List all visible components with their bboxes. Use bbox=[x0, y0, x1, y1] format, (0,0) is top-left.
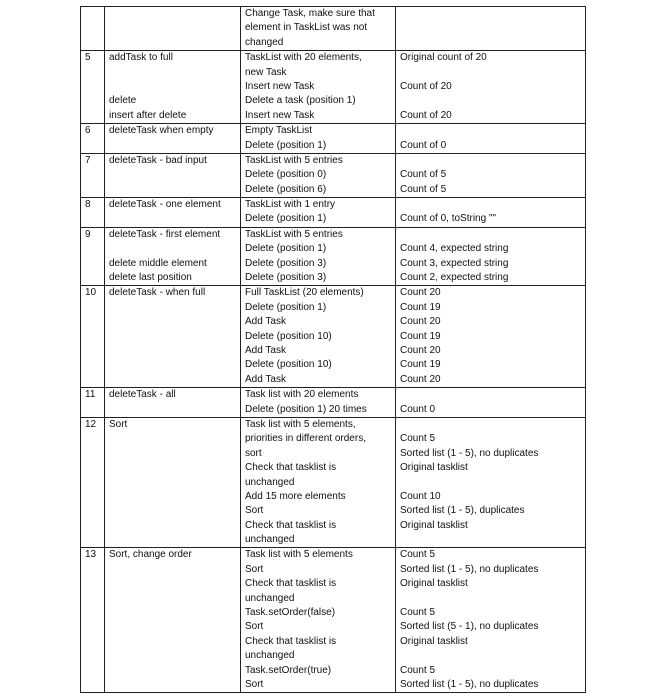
test-number: 13 bbox=[85, 549, 97, 561]
expected-result-line: Count 19 bbox=[400, 359, 441, 371]
test-name-line bbox=[109, 168, 236, 182]
test-number-cell bbox=[81, 198, 105, 228]
test-name-cell bbox=[105, 51, 241, 124]
test-step-line: Delete (position 1) bbox=[245, 243, 327, 255]
test-name-line bbox=[109, 592, 236, 606]
test-name-line bbox=[109, 80, 236, 94]
test-name-line bbox=[109, 344, 236, 358]
test-name-line bbox=[109, 66, 236, 80]
expected-result-line: Original tasklist bbox=[400, 578, 468, 590]
test-step-line: unchanged bbox=[245, 592, 295, 604]
expected-result-line bbox=[400, 36, 581, 50]
test-name-line bbox=[109, 301, 236, 315]
test-name-line bbox=[109, 403, 236, 417]
expected-result-line: Count of 0, toString "" bbox=[400, 213, 497, 225]
test-step-line: Add Task bbox=[245, 316, 286, 328]
test-name-line: deleteTask - all bbox=[109, 389, 176, 401]
test-number-cell bbox=[81, 286, 105, 388]
test-name-line bbox=[109, 664, 236, 678]
test-name-line: deleteTask - bad input bbox=[109, 154, 207, 166]
test-step-line: Check that tasklist is bbox=[245, 462, 337, 474]
test-name-line bbox=[109, 139, 236, 153]
test-name-cell bbox=[105, 124, 241, 154]
test-name-line bbox=[109, 678, 236, 692]
table-row bbox=[81, 227, 586, 286]
test-name-line: deleteTask - first element bbox=[109, 228, 221, 240]
test-name-line bbox=[109, 183, 236, 197]
expected-result-cell bbox=[396, 7, 586, 51]
expected-result-cell bbox=[396, 548, 586, 693]
expected-result-line: Count 10 bbox=[400, 490, 441, 502]
expected-result-line bbox=[400, 476, 581, 490]
test-name-line bbox=[109, 519, 236, 533]
test-number bbox=[85, 7, 100, 21]
test-step-line: Change Task, make sure that bbox=[245, 8, 375, 19]
test-case-table bbox=[80, 6, 586, 693]
expected-result-line: Sorted list (1 - 5), no duplicates bbox=[400, 447, 539, 459]
test-step-line: TaskList with 1 entry bbox=[245, 199, 336, 211]
expected-result-line: Count of 20 bbox=[400, 80, 452, 92]
test-step-line: Delete (position 1) bbox=[245, 139, 327, 151]
expected-result-line: Original tasklist bbox=[400, 519, 468, 531]
table-row bbox=[81, 548, 586, 693]
expected-result-line: Count 4, expected string bbox=[400, 243, 509, 255]
test-number: 8 bbox=[85, 199, 91, 211]
test-step-line: Task.setOrder(false) bbox=[245, 607, 336, 619]
test-step-line: Task.setOrder(true) bbox=[245, 664, 332, 676]
test-name-line bbox=[109, 620, 236, 634]
expected-result-cell bbox=[396, 153, 586, 197]
test-step-cell bbox=[241, 153, 396, 197]
expected-result-line: Count 20 bbox=[400, 344, 441, 356]
test-name-line: deleteTask when empty bbox=[109, 125, 214, 137]
test-step-line: Sort bbox=[245, 563, 264, 575]
test-step-line: Sort bbox=[245, 621, 264, 633]
test-name-line: Sort bbox=[109, 418, 128, 430]
expected-result-line bbox=[400, 66, 581, 80]
test-step-line: Add Task bbox=[245, 373, 286, 385]
test-name-line bbox=[109, 432, 236, 446]
test-name-line bbox=[109, 577, 236, 591]
test-name-line: insert after delete bbox=[109, 109, 187, 121]
test-name-line: Sort, change order bbox=[109, 549, 192, 561]
test-step-line: Delete (position 1) bbox=[245, 301, 327, 313]
expected-result-line bbox=[400, 124, 581, 138]
expected-result-line: Count of 0 bbox=[400, 139, 447, 151]
expected-result-cell bbox=[396, 388, 586, 418]
test-step-cell bbox=[241, 198, 396, 228]
table-row bbox=[81, 153, 586, 197]
test-name-line: delete bbox=[109, 95, 137, 107]
table-row bbox=[81, 124, 586, 154]
test-step-line: Empty TaskList bbox=[245, 125, 313, 137]
test-name-line bbox=[109, 504, 236, 518]
test-step-cell bbox=[241, 227, 396, 286]
expected-result-line bbox=[400, 388, 581, 402]
test-step-line: unchanged bbox=[245, 534, 295, 546]
test-step-cell bbox=[241, 417, 396, 548]
test-step-line: Check that tasklist is bbox=[245, 578, 337, 590]
test-number-cell bbox=[81, 51, 105, 124]
test-name-line bbox=[109, 358, 236, 372]
test-name-cell bbox=[105, 388, 241, 418]
expected-result-line: Count 20 bbox=[400, 287, 441, 299]
test-name-line: delete last position bbox=[109, 272, 192, 284]
expected-result-line: Sorted list (1 - 5), duplicates bbox=[400, 505, 525, 517]
expected-result-line: Count 2, expected string bbox=[400, 272, 509, 284]
expected-result-line: Count 19 bbox=[400, 330, 441, 342]
test-name-line bbox=[109, 606, 236, 620]
test-step-line: unchanged bbox=[245, 476, 295, 488]
test-step-line: Delete (position 3) bbox=[245, 272, 327, 284]
test-name-line bbox=[109, 373, 236, 387]
test-name-line: delete middle element bbox=[109, 257, 207, 269]
expected-result-line: Count of 20 bbox=[400, 109, 452, 121]
expected-result-line bbox=[400, 21, 581, 35]
expected-result-line: Count of 5 bbox=[400, 169, 447, 181]
test-step-line: Check that tasklist is bbox=[245, 635, 337, 647]
expected-result-cell bbox=[396, 417, 586, 548]
expected-result-line: Original count of 20 bbox=[400, 52, 487, 64]
test-number-cell bbox=[81, 7, 105, 51]
expected-result-line: Count 19 bbox=[400, 301, 441, 313]
expected-result-line: Count 5 bbox=[400, 549, 436, 561]
test-number: 11 bbox=[85, 389, 96, 401]
test-name-line: deleteTask - when full bbox=[109, 287, 206, 299]
test-step-line: Task list with 5 elements, bbox=[245, 418, 356, 430]
test-name-line bbox=[109, 315, 236, 329]
test-name-line bbox=[109, 21, 236, 35]
test-step-line: Task list with 20 elements bbox=[245, 389, 359, 401]
expected-result-line bbox=[400, 418, 581, 432]
test-step-line: Add 15 more elements bbox=[245, 490, 346, 502]
expected-result-line bbox=[400, 198, 581, 212]
test-step-cell bbox=[241, 51, 396, 124]
test-name-line bbox=[109, 447, 236, 461]
test-name-cell bbox=[105, 198, 241, 228]
test-number-cell bbox=[81, 153, 105, 197]
test-step-line: Delete (position 10) bbox=[245, 330, 332, 342]
expected-result-cell bbox=[396, 198, 586, 228]
test-number-cell bbox=[81, 388, 105, 418]
expected-result-line bbox=[400, 533, 581, 547]
expected-result-line bbox=[400, 228, 581, 242]
test-step-line: Delete (position 6) bbox=[245, 183, 327, 195]
test-name-line bbox=[109, 476, 236, 490]
test-name-cell bbox=[105, 286, 241, 388]
test-step-line: Delete (position 10) bbox=[245, 359, 332, 371]
test-step-line: Sort bbox=[245, 505, 264, 517]
test-step-line: TaskList with 5 entries bbox=[245, 228, 343, 240]
test-step-line: Task list with 5 elements bbox=[245, 549, 353, 561]
test-number: 12 bbox=[85, 418, 97, 430]
test-step-line: sort bbox=[245, 447, 262, 459]
test-name-line bbox=[109, 461, 236, 475]
table-row bbox=[81, 7, 586, 51]
test-name-line bbox=[109, 242, 236, 256]
test-step-line: TaskList with 5 entries bbox=[245, 154, 343, 166]
test-step-cell bbox=[241, 548, 396, 693]
expected-result-cell bbox=[396, 227, 586, 286]
expected-result-line: Original tasklist bbox=[400, 635, 468, 647]
test-name-line bbox=[109, 563, 236, 577]
test-step-cell bbox=[241, 388, 396, 418]
test-step-line: element in TaskList was not bbox=[245, 22, 368, 34]
expected-result-line: Count 0 bbox=[400, 403, 436, 415]
test-number: 10 bbox=[85, 287, 97, 299]
test-name-line bbox=[109, 533, 236, 547]
test-name-line bbox=[109, 635, 236, 649]
expected-result-line bbox=[400, 154, 581, 168]
test-number-cell bbox=[81, 417, 105, 548]
expected-result-line: Sorted list (5 - 1), no duplicates bbox=[400, 621, 539, 633]
test-number: 9 bbox=[85, 228, 91, 240]
expected-result-line: Count 20 bbox=[400, 373, 441, 385]
test-step-line: Delete a task (position 1) bbox=[245, 95, 356, 107]
test-name-line: addTask to full bbox=[109, 52, 173, 64]
test-number-cell bbox=[81, 124, 105, 154]
expected-result-cell bbox=[396, 124, 586, 154]
expected-result-line: Count 5 bbox=[400, 607, 436, 619]
test-name-line bbox=[109, 330, 236, 344]
test-name-line: deleteTask - one element bbox=[109, 199, 221, 211]
expected-result-line: Sorted list (1 - 5), no duplicates bbox=[400, 678, 539, 690]
expected-result-line bbox=[400, 649, 581, 663]
test-name-line bbox=[109, 7, 236, 21]
expected-result-cell bbox=[396, 51, 586, 124]
test-step-line: Delete (position 1) bbox=[245, 213, 327, 225]
test-name-cell bbox=[105, 227, 241, 286]
test-step-line: new Task bbox=[245, 66, 287, 78]
test-number-cell bbox=[81, 548, 105, 693]
test-name-line bbox=[109, 212, 236, 226]
test-step-cell bbox=[241, 286, 396, 388]
test-step-line: Insert new Task bbox=[245, 80, 315, 92]
expected-result-line: Count 3, expected string bbox=[400, 257, 509, 269]
test-name-line bbox=[109, 649, 236, 663]
test-step-line: Full TaskList (20 elements) bbox=[245, 287, 364, 299]
test-step-line: Add Task bbox=[245, 344, 286, 356]
test-name-cell bbox=[105, 417, 241, 548]
test-name-cell bbox=[105, 153, 241, 197]
test-name-cell bbox=[105, 548, 241, 693]
expected-result-line: Original tasklist bbox=[400, 462, 468, 474]
test-step-line: changed bbox=[245, 36, 284, 48]
test-step-line: Insert new Task bbox=[245, 109, 315, 121]
test-step-line: Delete (position 1) 20 times bbox=[245, 403, 367, 415]
test-name-line bbox=[109, 36, 236, 50]
test-step-line: priorities in different orders, bbox=[245, 433, 366, 445]
test-number-cell bbox=[81, 227, 105, 286]
expected-result-line bbox=[400, 7, 581, 21]
test-step-cell bbox=[241, 124, 396, 154]
test-step-cell bbox=[241, 7, 396, 51]
expected-result-line: Count 5 bbox=[400, 664, 436, 676]
expected-result-line: Count of 5 bbox=[400, 183, 447, 195]
test-step-line: TaskList with 20 elements, bbox=[245, 52, 362, 64]
test-step-line: Check that tasklist is bbox=[245, 519, 337, 531]
expected-result-line bbox=[400, 592, 581, 606]
test-case-table-body bbox=[81, 7, 586, 693]
table-row bbox=[81, 286, 586, 388]
test-step-line: Sort bbox=[245, 678, 264, 690]
test-step-line: Delete (position 3) bbox=[245, 257, 327, 269]
test-step-line: unchanged bbox=[245, 650, 295, 662]
table-row bbox=[81, 51, 586, 124]
expected-result-line: Count 5 bbox=[400, 433, 436, 445]
expected-result-cell bbox=[396, 286, 586, 388]
test-number: 5 bbox=[85, 52, 91, 64]
expected-result-line: Sorted list (1 - 5), no duplicates bbox=[400, 563, 539, 575]
expected-result-line bbox=[400, 94, 581, 108]
table-row bbox=[81, 198, 586, 228]
test-number: 6 bbox=[85, 125, 91, 137]
table-row bbox=[81, 388, 586, 418]
test-step-line: Delete (position 0) bbox=[245, 169, 327, 181]
test-name-cell bbox=[105, 7, 241, 51]
table-row bbox=[81, 417, 586, 548]
expected-result-line: Count 20 bbox=[400, 316, 441, 328]
test-number: 7 bbox=[85, 154, 91, 166]
test-name-line bbox=[109, 490, 236, 504]
